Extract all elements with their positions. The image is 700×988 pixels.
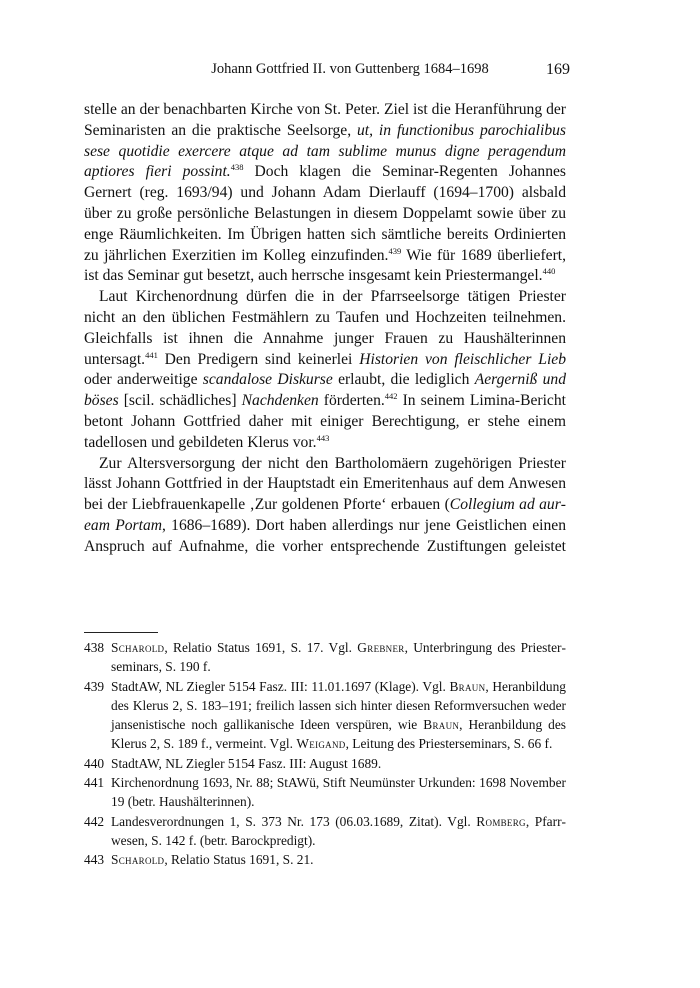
text-run: förderten. [318,392,385,410]
latin-quote: ut, in functionibus parochialibus sese quotidie exercere atque ad tam sublime munus digne peragendum aptiores fieri possint. [84,121,567,181]
text-run: , Pfarrwesen, S. 142 f. (betr. Barockpredigt). [111,813,567,848]
footnote-text: Kirchenordnung 1693, Nr. 88; StAWü, Stift Neumünster Urkunden: 1698 November 19 (betr. Haushälterinnen). [111,775,566,810]
footnote-440 [84,754,566,773]
footnote-rule [84,632,158,633]
text-run: , Heranbildung des Klerus 2, S. 183–191; freilich lassen sich hinter diesen Reformversuchen weder jansenistische noch gallikanische Ideen verspüren, wie [111,678,566,733]
text-run: erlaubt, die lediglich [332,371,475,389]
footnote-442 [84,812,566,851]
text-run: In seinem Limina-Bericht betont Johann Gottfried daher mit einiger Berechtigung, er stehe einem tadellosen und gebildeten Klerus vor. [84,392,566,451]
footnote-text [111,677,566,754]
footnote-ref-441[interactable]: 441 [145,349,158,360]
footnote-ref-440[interactable]: 440 [542,266,556,277]
footnote-ref-438[interactable]: 438 [230,162,244,173]
author-name: Weigand [296,736,346,752]
text-run: , Unterbringung des Priesterseminars, S. 190 f. [111,640,566,675]
footnote-number: 442 [84,813,105,829]
text-run: , Heranbildung des Klerus 2, S. 189 f., vermeint. Vgl. [111,717,566,752]
text-run: , Relatio Status 1691, S. 21. [164,852,314,868]
main-text [84,100,566,558]
paragraph-1 [84,100,566,287]
author-name: Braun [449,678,486,694]
latin-title: Collegium ad auream Portam [84,496,566,534]
footnote-number: 439 [84,678,105,694]
footnote-number: 438 [84,640,105,655]
footnote-438 [84,638,566,677]
footnote-441 [84,773,566,812]
footnote-number: 440 [84,755,105,771]
footnote-text [111,812,566,851]
footnote-number: 441 [84,775,105,791]
page-number: 169 [546,61,570,78]
author-name: Grebner [357,640,405,655]
author-name: Scharold [111,640,165,655]
text-run: Doch klagen die Seminar-Regenten Johannes Gernert (reg. 1693/94) und Johann Adam Dierlauff (1694–1700) alsbald über zu große persönliche Belastungen in diesem Doppelamt sowie über zu enge Räumlichkeiten. Im Übrigen hatten sich sämtliche bereits Ordinierten zu jährlichen Exerzitien im Kolleg einzufinden. [84,163,566,264]
footnote-number: 443 [84,852,105,868]
text-run: Laut Kirchenordnung dürfen die in der Pfarrseelsorge tätigen Priester nicht an den üblichen Festmählern zu Taufen und Hochzeiten teilnehmen. Gleichfalls ist ihnen die Annahme junger Frauen zu Haushälterinnen untersagt. [84,288,566,368]
author-name: Braun [423,717,460,733]
text-run: , 1686–1689). Dort haben allerdings nur jene Geistlichen einen Anspruch auf Aufnahme, die vorher entsprechende Zustiftungen geleistet [84,516,566,555]
text-run: stelle an der benachbarten Kirche von St. Peter. Ziel ist die Heranführung der Seminaristen an die praktische Seelsorge, [84,101,566,139]
paragraph-2 [84,287,566,453]
text-run: oder anderweitige [84,371,203,389]
author-name: Scharold [111,852,165,868]
footnote-443 [84,850,566,869]
footnote-text [111,638,566,677]
footnote-text [111,850,566,869]
text-run: StadtAW, NL Ziegler 5154 Fasz. III: 11.01.1697 (Klage). Vgl. [111,678,450,694]
text-run: [scil. schädliches] [118,392,242,410]
quoted-phrase: scandalose Diskurse [202,371,333,389]
text-run: Landesverordnungen 1, S. 373 Nr. 173 (06.03.1689, Zitat). Vgl. [111,813,477,829]
footnote-439 [84,677,566,754]
paragraph-3 [84,454,566,558]
text-run: Wie für 1689 überliefert, ist das Seminar gut besetzt, auch herrsche insgesamt kein Priestermangel. [84,246,566,285]
text-run: Den Predigern sind keinerlei [157,350,360,368]
footnotes [84,638,566,870]
footnote-text: StadtAW, NL Ziegler 5154 Fasz. III: August 1689. [111,755,382,771]
footnote-ref-442[interactable]: 442 [384,390,398,401]
author-name: Romberg [476,813,526,829]
text-run: , Relatio Status 1691, S. 17. Vgl. [164,640,358,655]
running-title: Johann Gottfried II. von Guttenberg 1684–1698 [211,61,489,77]
footnote-ref-439[interactable]: 439 [388,245,402,256]
text-run: Zur Altersversorgung der nicht den Bartholomäern zugehörigen Priester lässt Johann Gottfried in der Hauptstadt ein Emeritenhaus auf dem Anwesen bei der Liebfrauenkapelle ‚Zur goldenen Pforte‘ erbauen ( [84,454,566,514]
running-header [0,61,700,83]
quoted-phrase: Historien von fleischlicher Lieb [359,350,566,368]
quoted-phrase: Nachdenken [241,392,319,410]
quoted-phrase: Aergerniß und böses [84,371,566,410]
footnote-ref-443[interactable]: 443 [316,432,330,443]
text-run: , Leitung des Priesterseminars, S. 66 f. [345,736,553,752]
